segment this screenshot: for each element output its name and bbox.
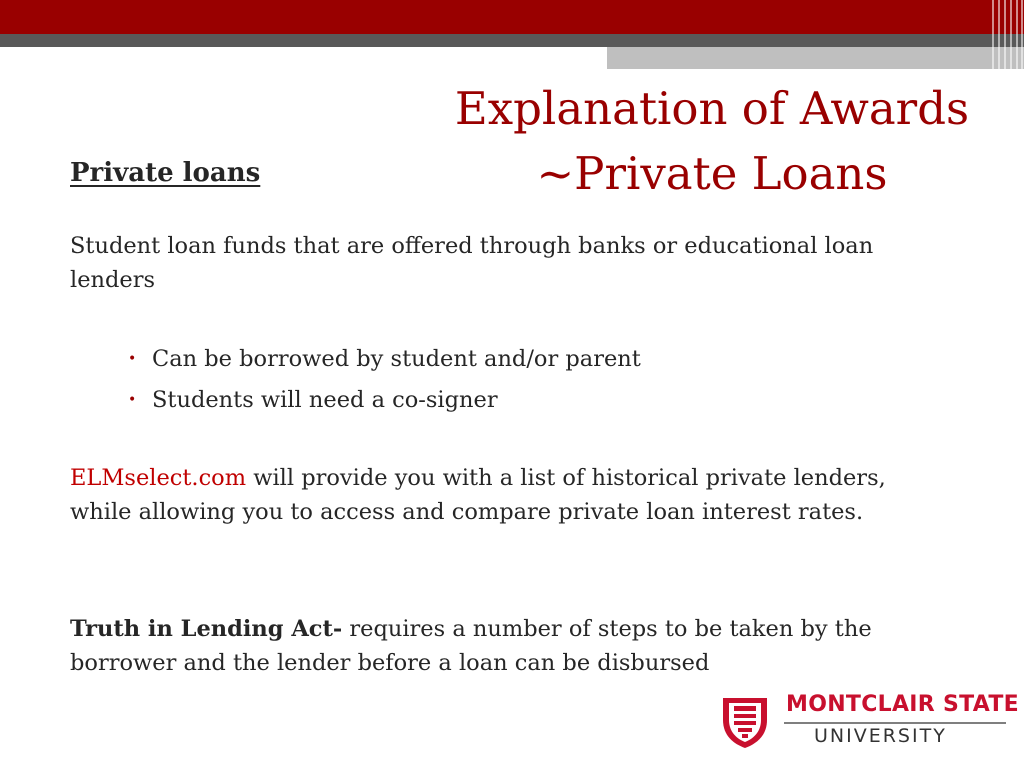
slide-title-line1: Explanation of Awards — [454, 82, 970, 135]
private-loans-heading: Private loans — [70, 158, 261, 188]
slide-title-line2: ~Private Loans — [536, 147, 888, 200]
tila-text: requires a number of steps to be taken by the borrower and the lender before a loan can be disbursed — [70, 616, 872, 676]
shield-icon — [720, 694, 770, 750]
logo-name-line1: MONTCLAIR STATE — [786, 692, 1019, 717]
logo-divider — [784, 722, 1006, 724]
header-band-dark — [0, 34, 1024, 47]
tila-term: Truth in Lending Act- — [70, 616, 343, 642]
header-band-red — [0, 0, 1024, 34]
bullet-dot-icon: • — [128, 392, 137, 408]
elmselect-link[interactable]: ELMselect.com — [70, 465, 247, 491]
elmselect-paragraph — [70, 461, 940, 529]
elmselect-text: will provide you with a list of historical private lenders, while allowing you to access and compare private loan interest rates. — [70, 465, 886, 525]
intro-paragraph: Student loan funds that are offered through banks or educational loan lenders — [70, 233, 874, 293]
bullet-item — [128, 339, 641, 380]
tila-paragraph — [70, 612, 940, 680]
bullet-text: Students will need a co-signer — [152, 387, 498, 413]
logo-name-line2: UNIVERSITY — [814, 725, 947, 747]
bullet-list — [128, 339, 641, 421]
header-band-light — [607, 47, 1024, 69]
bullet-text: Can be borrowed by student and/or parent — [152, 346, 641, 372]
bullet-dot-icon: • — [128, 351, 137, 367]
bullet-item — [128, 380, 641, 421]
header-stripes — [988, 0, 1024, 69]
university-logo — [718, 692, 1019, 752]
slide-title — [412, 76, 1012, 206]
